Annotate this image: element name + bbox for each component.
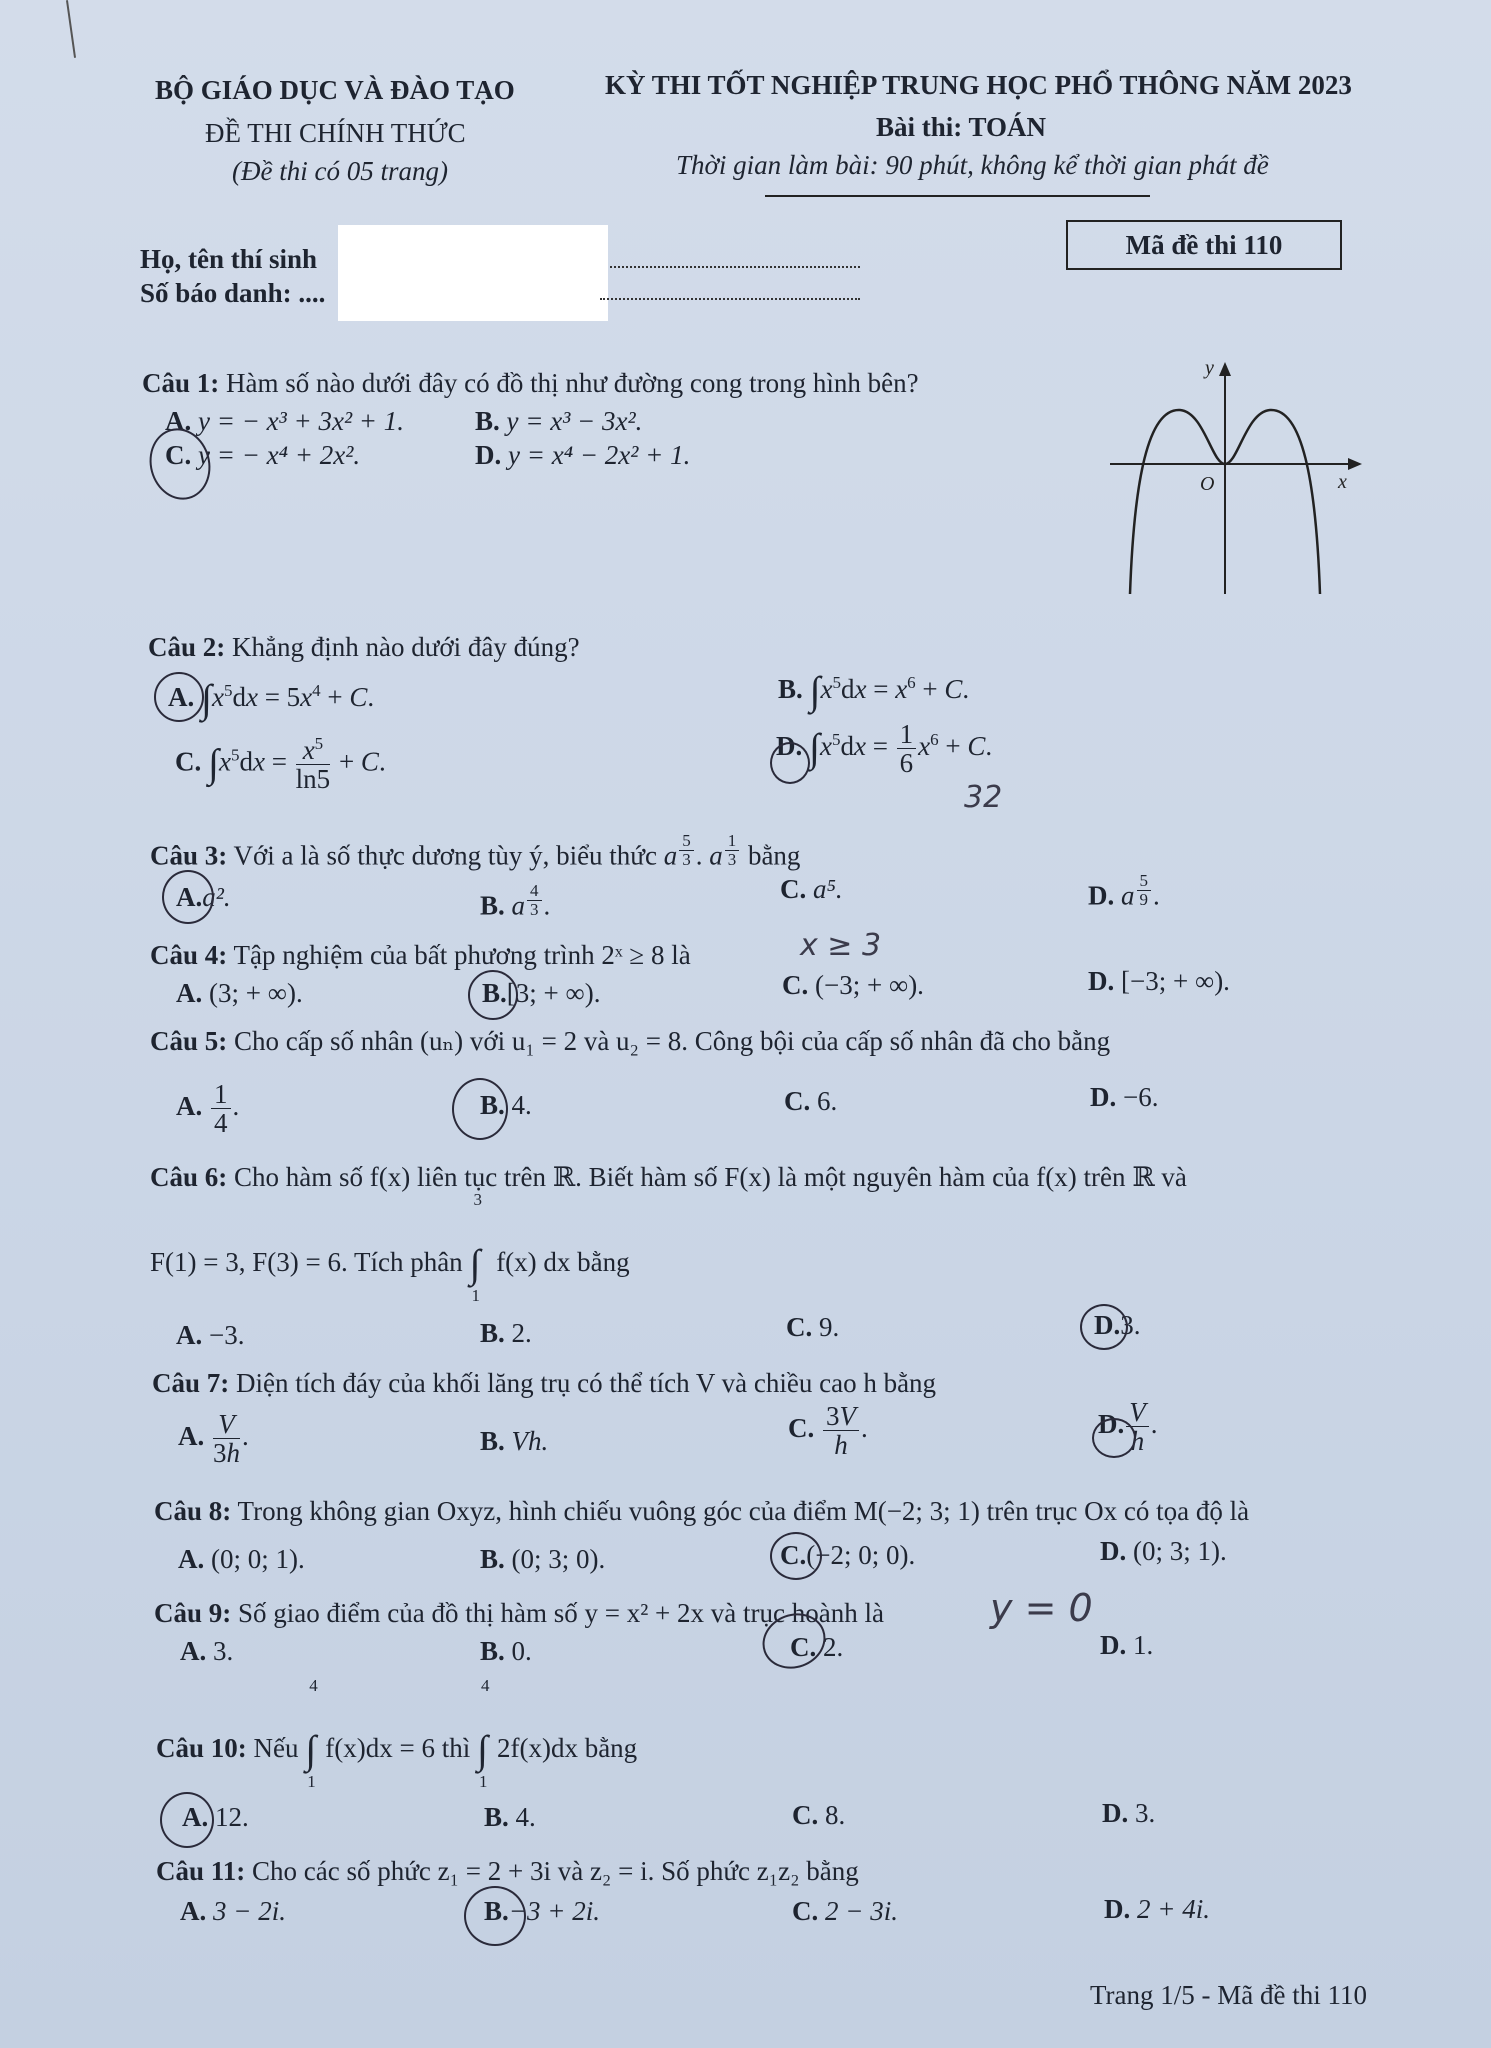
q3-option-b: B. a $^{\frac{4}{3}}$ . [480,881,551,921]
exam-code: Mã đề thi 110 [1125,229,1283,260]
q1-option-a: A. y = − x³ + 3x² + 1. [165,406,405,436]
answer-circle [160,1792,214,1848]
q5-option-a: A. $\frac{1}{4}$ . [176,1079,240,1139]
q3-option-d: D. a $^{\frac{5}{9}}$ . [1088,871,1160,911]
answer-circle [770,742,810,784]
q6-option-b: B. 2. [480,1318,532,1348]
answer-circle [162,870,214,924]
official-label: ĐỀ THI CHÍNH THỨC [205,118,466,148]
q7-option-d: D. $\frac{V}{h}$ . [1098,1397,1158,1457]
q3-option-c: C. a⁵. [780,874,843,904]
q2-option-d: D. $\int x^5dx$ = $\frac{1}{6}$ $x^6 + C$. [776,719,993,779]
q7-stem: Câu 7: Diện tích đáy của khối lăng trụ có thể tích V và chiều cao h bằng [152,1368,937,1398]
q5-option-c: C. 6. [784,1086,838,1116]
q10-option-c: C. 8. [792,1800,846,1830]
q6-stem-line2: F(1) = 3, F(3) = 6. Tích phân 3 ∫ 1 f(x) dx bằng [150,1190,630,1305]
q2-option-c: C. $\int x^5dx$ = $\frac{x^5}{\ln 5}$ + C. [175,734,386,795]
q6-option-d: D.3. [1094,1310,1141,1340]
q8-option-a: A. (0; 0; 1). [178,1544,305,1574]
q6-option-c: C. 9. [786,1312,840,1342]
q3-stem: Câu 3: Với a là số thực dương tùy ý, biểu thức a $^{\frac{5}{3}}$ . a $^{\frac{1}{3}}$ bằng [150,831,801,871]
q1-option-c: C. y = − x⁴ + 2x². [165,440,361,470]
id-label: Số báo danh: .... [140,278,326,308]
q4-option-c: C. (−3; + ∞). [782,970,924,1000]
q7-option-a: A. $\frac{V}{3h}$ . [178,1409,249,1469]
q8-option-d: D. (0; 3; 1). [1100,1536,1227,1566]
subject-label: Bài thi: TOÁN [876,112,1047,142]
exam-title: KỲ THI TỐT NGHIỆP TRUNG HỌC PHỔ THÔNG NĂM 2023 [605,70,1352,100]
q5-stem: Câu 5: Cho cấp số nhân (uₙ) với u₁ = 2 và u₂ = 8. Công bội của cấp số nhân đã cho bằng [150,1026,1111,1056]
exam-code-box [1066,220,1342,270]
q11-stem: Câu 11: Cho các số phức z₁ = 2 + 3i và z₂ = i. Số phức z₁z₂ bằng [156,1856,859,1886]
time-note: Thời gian làm bài: 90 phút, không kể thời gian phát đề [676,150,1269,180]
q2-stem: Câu 2: Khẳng định nào dưới đây đúng? [148,632,580,662]
q2-option-a: A. $\int x^5dx = 5x^4 + C$. [168,676,375,721]
x-axis-label: x [1338,471,1347,493]
q5-option-b: B. 4. [480,1090,532,1120]
q4-option-a: A. (3; + ∞). [176,978,303,1008]
q2-option-b: B. $\int x^5dx = x^6 + C$. [778,668,970,713]
q9-option-d: D. 1. [1100,1630,1154,1660]
q10-option-d: D. 3. [1102,1798,1156,1828]
pen-mark [66,0,76,58]
handwritten-note: y = 0 [990,1586,1093,1630]
q11-option-c: C. 2 − 3i. [792,1896,898,1926]
redacted-box [338,225,608,321]
q9-option-a: A. 3. [180,1636,234,1666]
q9-option-b: B. 0. [480,1636,532,1666]
q10-option-a: A. 12. [182,1802,249,1832]
name-label: Họ, tên thí sinh [140,244,318,274]
q7-option-c: C. $\frac{3V}{h}$ . [788,1401,868,1461]
name-dots [610,266,860,268]
answer-circle [464,1886,526,1946]
q10-option-b: B. 4. [484,1802,536,1832]
q9-stem: Câu 9: Số giao điểm của đồ thị hàm số y = x² + 2x và trục hoành là [154,1598,884,1628]
q9-option-c: C. 2. [790,1632,844,1662]
q11-option-b: B.−3 + 2i. [484,1896,600,1926]
q8-option-b: B. (0; 3; 0). [480,1544,606,1574]
y-axis-label: y [1205,360,1214,379]
q6-option-a: A. −3. [176,1320,245,1350]
q5-option-d: D. −6. [1090,1082,1159,1112]
q7-option-b: B. Vh. [480,1426,549,1456]
q8-option-c: C.(−2; 0; 0). [780,1540,916,1570]
answer-circle [1080,1304,1128,1350]
id-dots [600,298,860,300]
q6-stem: Câu 6: Cho hàm số f(x) liên tục trên ℝ. Biết hàm số F(x) là một nguyên hàm của f(x) trên ℝ và [150,1162,1187,1192]
pages-note: (Đề thi có 05 trang) [232,156,448,186]
q1-option-d: D. y = x⁴ − 2x² + 1. [475,440,691,470]
q3-option-a: A.a². [176,882,231,912]
handwritten-note: x ≥ 3 [800,928,882,963]
answer-circle [468,970,518,1020]
page-footer: Trang 1/5 - Mã đề thi 110 [1090,1980,1367,2010]
header-rule [765,195,1150,197]
ministry-name: BỘ GIÁO DỤC VÀ ĐÀO TẠO [155,75,515,105]
q10-stem: Câu 10: Nếu 4 ∫ 1 f(x)dx = 6 thì 4 ∫ 1 2f(x)dx bằng [156,1676,638,1791]
q4-option-b: B.[3; + ∞). [482,978,601,1008]
answer-circle [770,1532,822,1580]
q1-option-b: B. y = x³ − 3x². [475,406,643,436]
q11-option-a: A. 3 − 2i. [180,1896,286,1926]
origin-label: O [1200,473,1215,495]
function-graph [1100,360,1370,595]
answer-circle [1092,1418,1136,1458]
q11-option-d: D. 2 + 4i. [1104,1894,1210,1924]
answer-circle [452,1078,508,1140]
q1-stem: Câu 1: Hàm số nào dưới đây có đồ thị như đường cong trong hình bên? [142,368,919,398]
q4-option-d: D. [−3; + ∞). [1088,966,1230,996]
q4-stem: Câu 4: Tập nghiệm của bất phương trình 2ˣ ≥ 8 là [150,940,691,970]
answer-circle [154,672,204,722]
handwritten-note: 32 [964,780,1003,815]
q8-stem: Câu 8: Trong không gian Oxyz, hình chiếu vuông góc của điểm M(−2; 3; 1) trên trục Ox có tọa độ là [154,1496,1250,1526]
